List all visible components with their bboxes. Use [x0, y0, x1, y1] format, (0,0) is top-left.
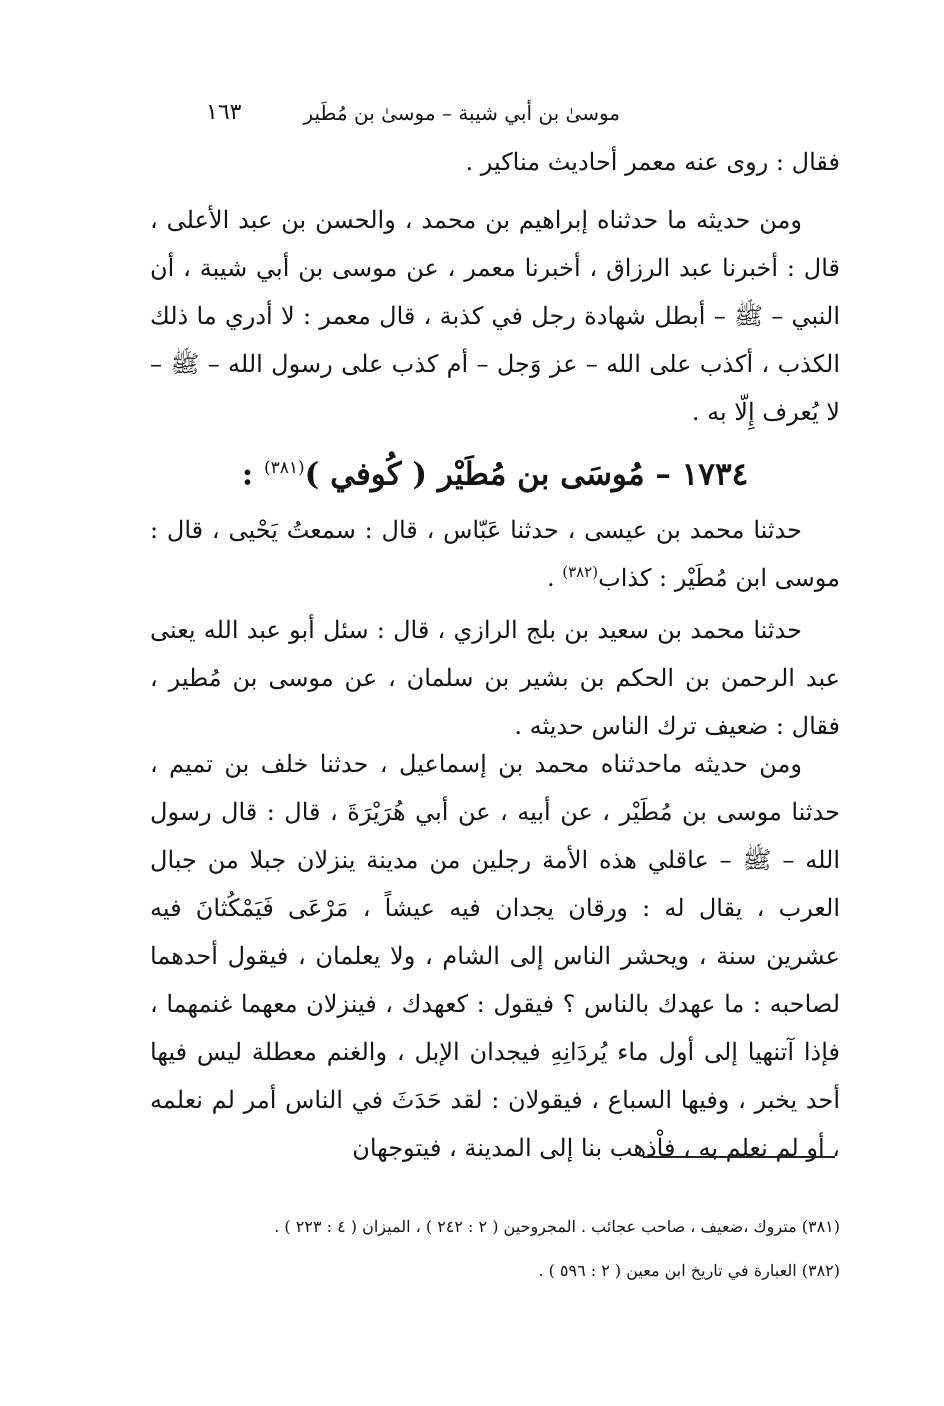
paragraph-muhammad-ibn-said: حدثنا محمد بن سعيد بن بلج الرازي ، قال : سئل أبو عبد الله يعنى عبد الرحمن بن الحكم بن بشير بن سلمان ، عن موسى بن مُطير ، فقال : ضعيف ترك الناس حديثه .: [150, 616, 840, 740]
paragraph-abbas-yahya: [150, 506, 840, 602]
entry-title: – مُوسَى بن مُطَيْر ( كُوفي ): [304, 456, 671, 493]
entry-number: ١٧٣٤: [681, 456, 749, 493]
text-block-bilj: [150, 606, 840, 750]
paragraph-continuation: فقال : روى عنه معمر أحاديث مناكير .: [465, 148, 840, 176]
text-block-entry-1734: [150, 506, 840, 602]
paragraph-hadith-1: ومن حديثه ما حدثناه إبراهيم بن محمد ، والحسن بن عبد الأعلى ، قال : أخبرنا عبد الرزاق ، أخبرنا معمر ، عن موسى بن أبي شيبة ، أن النبي – ﷺ – أبطل شهادة رجل في كذبة ، قال معمر : لا أدري ما ذلك الكذب ، أكذب على الله – عز وَجل – أم كذب على رسول الله – ﷺ – لا يُعرف إِلّا به .: [150, 206, 841, 426]
paragraph-end: .: [546, 564, 563, 592]
footnote-382: (٣٨٢) العبارة في تاريخ ابن معين ( ٢ : ٥٩٦ ) .: [538, 1261, 840, 1280]
page-number: ١٦٣: [206, 100, 242, 125]
footnote-ref-381: (٣٨١): [263, 458, 305, 478]
footnote-ref-382: (٣٨٢): [562, 563, 599, 581]
paragraph-text: حدثنا محمد بن عيسى ، حدثنا عَبّاس ، قال : سمعتُ يَحْيى ، قال : موسى ابن مُطَيْر : كذاب: [150, 516, 840, 592]
footnote-separator: [643, 1156, 835, 1158]
footnotes: [150, 1205, 840, 1293]
running-header: [150, 98, 840, 132]
running-title: موسىٰ بن أبي شيبة – موسىٰ بن مُطَير: [303, 101, 620, 125]
footnote-381: (٣٨١) متروك ،ضعيف ، صاحب عجائب . المجروحين ( ٢ : ٢٤٢ ) ، الميزان ( ٤ : ٢٢٣ ) .: [274, 1217, 840, 1236]
text-block-top: [150, 138, 840, 186]
paragraph-hadith-2: ومن حديثه ماحدثناه محمد بن إسماعيل ، حدثنا خلف بن تميم ، حدثنا موسى بن مُطَيْر ، عن أبيه ، عن أبي هُرَيْرَةَ ، قال : قال رسول الله – ﷺ – عاقلي هذه الأمة رجلين من مدينة ينزلان جبلا من جبال العرب ، يقال له : ورقان يجدان فيه عيشاً ، مَرْعَى فَيَمْكُثانَ فيه عشرين سنة ، ويحشر الناس إلى الشام ، ولا يعلمان ، فيقول أحدهما لصاحبه : ما عهدك بالناس ؟ فيقول : كعهدك ، فينزلان معهما غنمهما ، فإذا آتنهيا إلى أول ماء يُردَانِهِ فيجدان الإبل ، والغنم معطلة ليس فيها أحد يخبر ، وفيها السباع ، فيقولان : لقد حَدَثَ في الناس أمر لم نعلمه ، أو لم نعلم به ، فاْذهب بنا إلى المدينة ، فيتوجهان: [150, 750, 841, 1162]
entry-heading: [150, 440, 840, 496]
entry-colon: :: [241, 456, 264, 493]
text-block-hadith-2: [150, 740, 840, 1172]
text-block-musa-ibn-abi-shaiba: [150, 196, 840, 436]
